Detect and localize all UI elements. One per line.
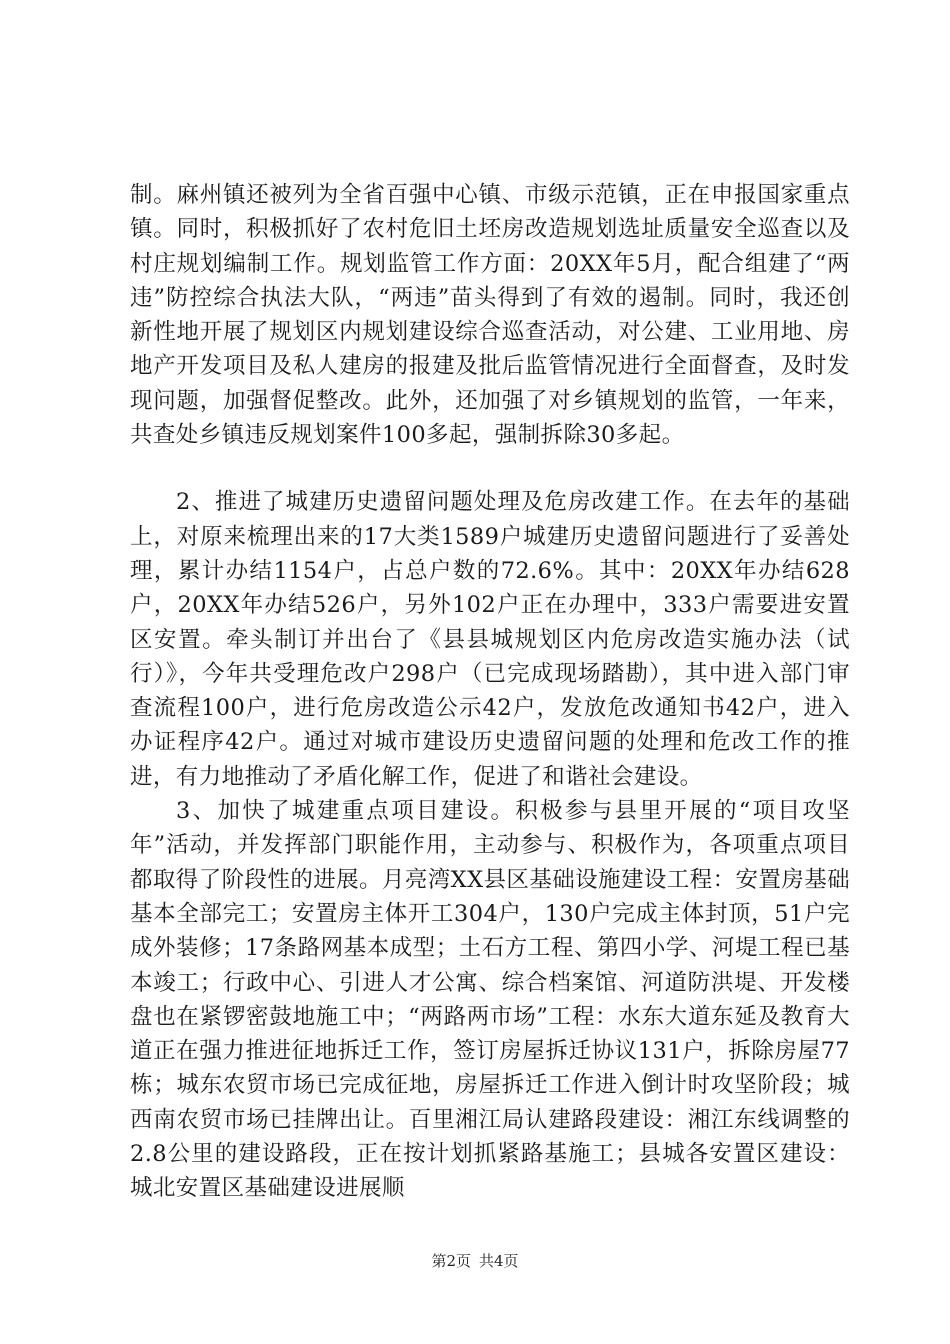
page-footer: [0, 1250, 950, 1271]
paragraph-3: 3、加快了城建重点项目建设。积极参与县里开展的“项目攻坚年”活动，并发挥部门职能作用，主动参与、积极作为，各项重点项目都取得了阶段性的进展。月亮湾XX县区基础设施建设工程：安置房基础基本全部完工；安置房主体开工304户，130户完成主体封顶，51户完成外装修；17条路网基本成型；土石方工程、第四小学、河堤工程已基本竣工；行政中心、引进人才公寓、综合档案馆、河道防洪堤、开发楼盘也在紧锣密鼓地施工中；“两路两市场”工程：水东大道东延及教育大道正在强力推进征地拆迁工作，签订房屋拆迁协议131户，拆除房屋77栋；城东农贸市场已完成征地，房屋拆迁工作进入倒计时攻坚阶段；城西南农贸市场已挂牌出让。百里湘江局认建路段建设：湘江东线调整的2.8公里的建设路段，正在按计划抓紧路基施工；县城各安置区建设：城北安置区基础建设进展顺: [130, 798, 850, 1202]
document-body: [130, 178, 850, 1206]
paragraph-1: 制。麻州镇还被列为全省百强中心镇、市级示范镇，正在申报国家重点镇。同时，积极抓好了农村危旧土坯房改造规划选址质量安全巡查以及村庄规划编制工作。规划监管工作方面：20XX年5月，配合组建了“两违”防控综合执法大队，“两违”苗头得到了有效的遏制。同时，我还创新性地开展了规划区内规划建设综合巡查活动，对公建、工业用地、房地产开发项目及私人建房的报建及批后监管情况进行全面督查，及时发现问题，加强督促整改。此外，还加强了对乡镇规划的监管，一年来，共查处乡镇违反规划案件100多起，强制拆除30多起。: [130, 182, 850, 449]
paragraph-2: 2、推进了城建历史遗留问题处理及危房改建工作。在去年的基础上，对原来梳理出来的17大类1589户城建历史遗留问题进行了妥善处理，累计办结1154户，占总户数的72.6%。其中：20XX年办结628户，20XX年办结526户，另外102户正在办理中，333户需要进安置区安置。牵头制订并出台了《县县城规划区内危房改造实施办法（试行）》，今年共受理危改户298户（已完成现场踏勘），其中进入部门审查流程100户，进行危房改造公示42户，发放危改通知书42户，进入办证程序42户。通过对城市建设历史遗留问题的处理和危改工作的推进，有力地推动了矛盾化解工作，促进了和谐社会建设。: [130, 489, 850, 790]
page-total: 共4页: [479, 1252, 519, 1270]
page-number: 第2页: [431, 1252, 471, 1270]
